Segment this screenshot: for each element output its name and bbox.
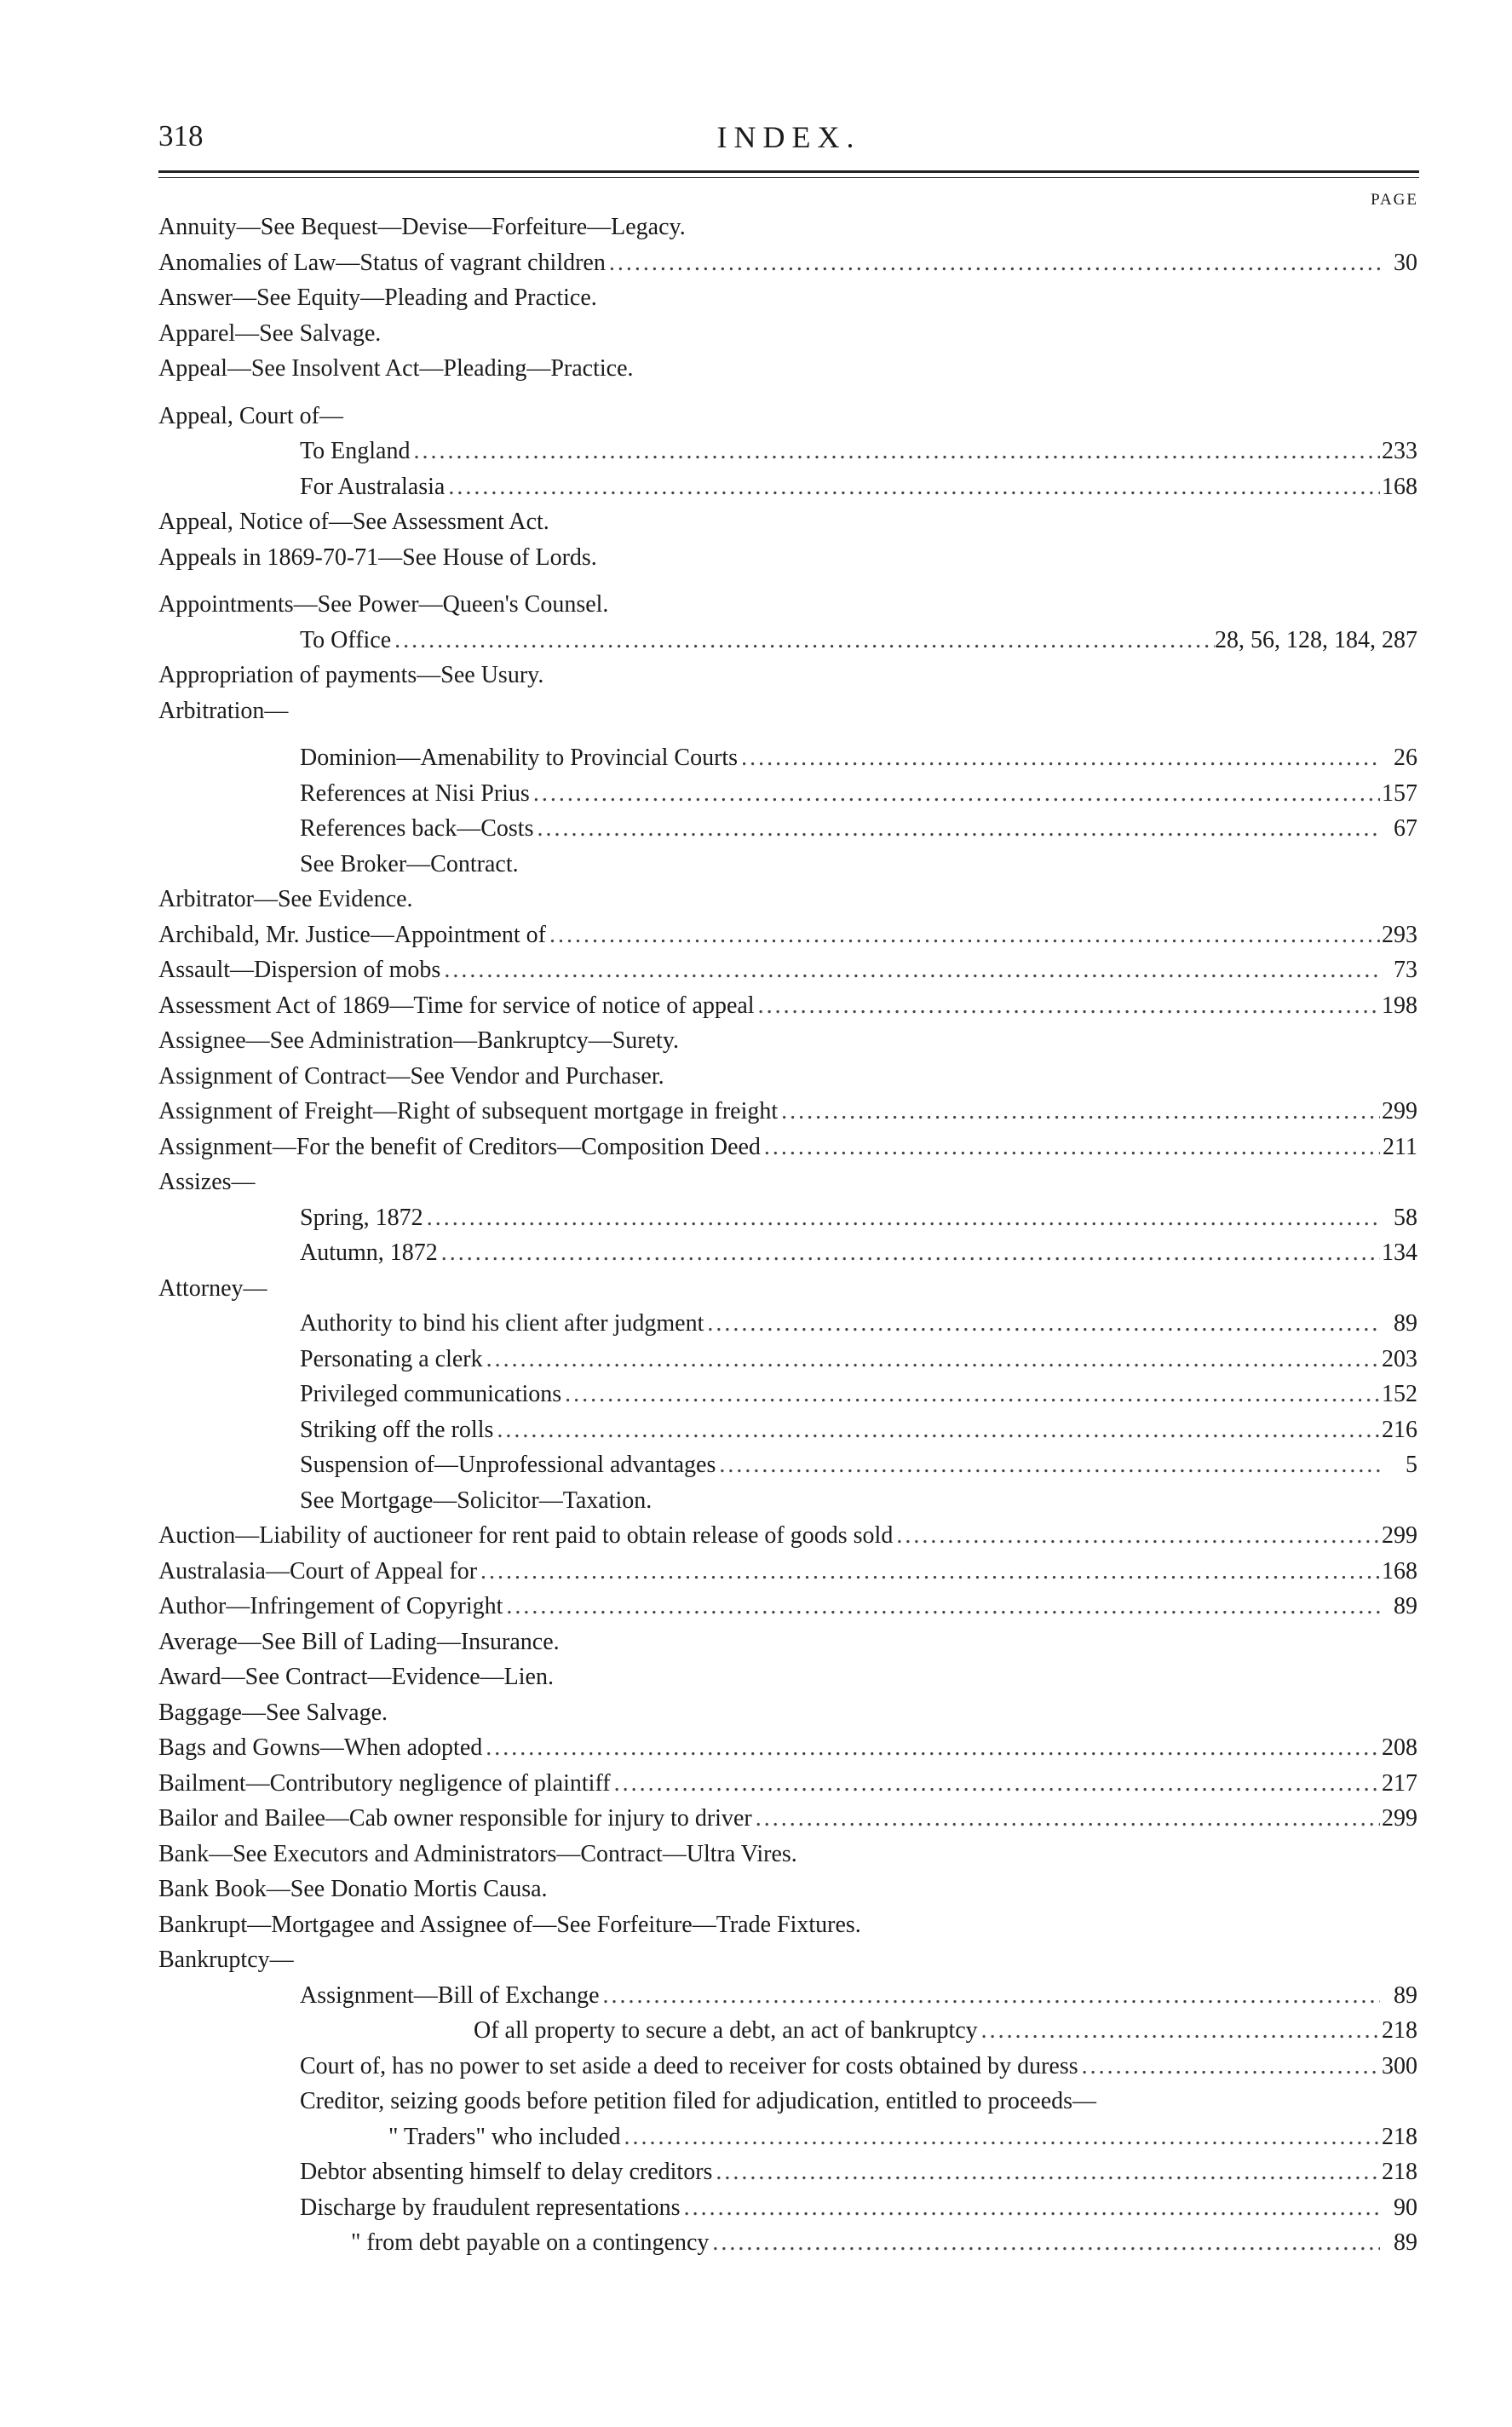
entry-text: " from debt payable on a contingency — [351, 2229, 710, 2256]
index-entry — [158, 1130, 1417, 1165]
dot-leader — [410, 434, 1380, 469]
entry-page: 208 — [1382, 1734, 1417, 1761]
entry-text: Australasia—Court of Appeal for — [158, 1557, 478, 1584]
entry-text: Of all property to secure a debt, an act of bankruptcy — [474, 2017, 978, 2044]
page-number: 318 — [158, 119, 204, 152]
dot-leader — [755, 988, 1380, 1024]
index-subentry — [158, 847, 1417, 883]
entry-text: Arbitrator—See Evidence. — [158, 886, 413, 912]
dot-leader — [978, 2013, 1380, 2049]
entry-page: 218 — [1382, 2017, 1417, 2044]
page-header — [158, 119, 1419, 162]
index-subentry — [158, 1342, 1417, 1377]
index-entry — [158, 1907, 1417, 1943]
index-entry — [158, 1730, 1417, 1766]
dot-leader — [611, 1766, 1380, 1802]
index-subentry — [158, 1235, 1417, 1271]
entry-text: Assault—Dispersion of mobs — [158, 957, 441, 983]
entry-text: Assignment of Contract—See Vendor and Purchaser. — [158, 1062, 664, 1090]
dot-leader — [533, 811, 1380, 847]
index-subentry — [158, 623, 1417, 659]
index-subentry — [158, 1978, 1417, 2014]
index-entry — [158, 351, 1417, 387]
index-entry — [158, 1837, 1417, 1872]
index-entry — [158, 693, 1417, 729]
entry-text: Assignee—See Administration—Bankruptcy—Surety. — [158, 1027, 679, 1054]
index-entry — [158, 1554, 1417, 1590]
dot-leader — [493, 1412, 1380, 1448]
index-subentry — [158, 2049, 1417, 2085]
index-subentry — [158, 2013, 1417, 2049]
index-entry — [158, 1625, 1417, 1660]
entry-text: Bankrupt—Mortgagee and Assignee of—See Forfeiture—Trade Fixtures. — [158, 1911, 861, 1938]
index-subentry — [158, 2119, 1417, 2155]
index-subentry — [158, 1447, 1417, 1483]
dot-leader — [893, 1518, 1380, 1554]
entry-page: 168 — [1382, 473, 1417, 500]
entry-text: Appropriation of payments—See Usury. — [158, 662, 544, 688]
index-subentry — [158, 740, 1417, 776]
entry-page: 89 — [1394, 1981, 1417, 2009]
entry-text: Appeal, Court of— — [158, 402, 343, 429]
entry-text: Bailor and Bailee—Cab owner responsible for injury to driver — [158, 1805, 752, 1832]
entry-text: Appeals in 1869-70-71—See House of Lords. — [158, 543, 597, 571]
entry-text: For Australasia — [300, 473, 446, 500]
entry-page: 5 — [1406, 1452, 1417, 1478]
index-entry — [158, 1165, 1417, 1200]
dot-leader — [438, 1235, 1380, 1271]
index-subentry — [158, 776, 1417, 812]
dot-leader — [482, 1730, 1380, 1766]
index-entry — [158, 1059, 1417, 1095]
page-column-label: PAGE — [1371, 191, 1418, 209]
entry-text: Average—See Bill of Lading—Insurance. — [158, 1628, 560, 1655]
entry-text: Bank Book—See Donatio Mortis Causa. — [158, 1876, 548, 1902]
entry-text: Assignment—For the benefit of Creditors—Composition Deed — [158, 1133, 761, 1160]
page-title: INDEX. — [716, 120, 861, 154]
entry-page: 233 — [1382, 438, 1417, 464]
index-entry — [158, 316, 1417, 352]
entry-text: Answer—See Equity—Pleading and Practice. — [158, 285, 597, 311]
entry-text: To England — [300, 438, 411, 464]
entry-text: Court of, has no power to set aside a deed to receiver for costs obtained by duress — [300, 2052, 1078, 2079]
dot-leader — [778, 1094, 1380, 1130]
entry-page: 211 — [1383, 1133, 1417, 1160]
entry-text: Striking off the rolls — [300, 1416, 494, 1443]
entry-page: 299 — [1382, 1098, 1417, 1124]
dot-leader — [503, 1589, 1380, 1625]
entry-text: Dominion—Amenability to Provincial Courts — [300, 745, 739, 771]
index-entry — [158, 504, 1417, 540]
index-entries — [158, 210, 1417, 2261]
entry-page: 67 — [1394, 815, 1417, 842]
index-subentry — [158, 2084, 1417, 2119]
entry-page: 89 — [1394, 1593, 1417, 1619]
entry-text: Baggage—See Salvage. — [158, 1699, 388, 1726]
entry-text: Annuity—See Bequest—Devise—Forfeiture—Legacy. — [158, 214, 686, 240]
index-subentry — [158, 1377, 1417, 1412]
index-entry — [158, 1589, 1417, 1625]
index-subentry — [158, 1483, 1417, 1519]
entry-page: 90 — [1394, 2194, 1417, 2221]
index-entry — [158, 1271, 1417, 1307]
entry-page: 216 — [1382, 1416, 1417, 1443]
index-entry — [158, 1766, 1417, 1802]
entry-page: 134 — [1382, 1239, 1417, 1266]
header-rule — [158, 170, 1419, 173]
entry-page: 218 — [1382, 2159, 1417, 2185]
entry-text: Personating a clerk — [300, 1345, 483, 1372]
dot-leader — [681, 2190, 1380, 2226]
entry-page: 89 — [1394, 2229, 1417, 2256]
dot-leader — [440, 952, 1380, 988]
dot-leader — [600, 1978, 1380, 2014]
dot-leader — [716, 1447, 1380, 1483]
entry-page: 58 — [1394, 1204, 1417, 1231]
index-entry — [158, 587, 1417, 623]
index-entry — [158, 917, 1417, 953]
index-entry — [158, 1695, 1417, 1731]
index-entry — [158, 245, 1417, 281]
entry-text: Bankruptcy— — [158, 1947, 294, 1973]
entry-page: 198 — [1382, 992, 1417, 1019]
entry-page: 30 — [1394, 249, 1417, 276]
entry-text: Award—See Contract—Evidence—Lien. — [158, 1664, 554, 1690]
index-subentry — [158, 811, 1417, 847]
index-entry — [158, 1094, 1417, 1130]
entry-text: Assizes— — [158, 1169, 256, 1195]
dot-leader — [606, 245, 1380, 281]
index-entry — [158, 210, 1417, 245]
index-entry — [158, 280, 1417, 316]
dot-leader — [530, 776, 1380, 812]
entry-text: See Mortgage—Solicitor—Taxation. — [300, 1487, 653, 1514]
dot-leader — [1078, 2049, 1380, 2085]
entry-text: Auction—Liability of auctioneer for rent paid to obtain release of goods sold — [158, 1522, 894, 1549]
entry-page: 73 — [1394, 957, 1417, 983]
entry-page: 299 — [1382, 1805, 1417, 1832]
index-entry — [158, 1872, 1417, 1907]
dot-leader — [546, 917, 1380, 953]
entry-text: Authority to bind his client after judgment — [300, 1310, 704, 1337]
entry-text: Debtor absenting himself to delay creditors — [300, 2159, 713, 2185]
entry-text: Privileged communications — [300, 1381, 562, 1407]
entry-text: Creditor, seizing goods before petition filed for adjudication, entitled to proceeds— — [300, 2088, 1097, 2114]
header-rule-thin — [158, 177, 1419, 178]
dot-leader — [704, 1306, 1380, 1342]
index-entry — [158, 399, 1417, 434]
entry-text: Apparel—See Salvage. — [158, 319, 382, 347]
entry-text: To Office — [300, 626, 392, 653]
entry-text: Assignment of Freight—Right of subsequent mortgage in freight — [158, 1098, 779, 1124]
entry-text: See Broker—Contract. — [300, 850, 519, 877]
entry-text: Bailment—Contributory negligence of plaintiff — [158, 1769, 611, 1797]
dot-leader — [561, 1377, 1380, 1412]
entry-text: Bags and Gowns—When adopted — [158, 1734, 483, 1761]
index-entry — [158, 1801, 1417, 1837]
index-subentry — [158, 469, 1417, 505]
entry-text: Appeal, Notice of—See Assessment Act. — [158, 509, 549, 535]
entry-page: 218 — [1382, 2123, 1417, 2150]
dot-leader — [621, 2119, 1380, 2155]
entry-text: Attorney— — [158, 1274, 267, 1302]
dot-leader — [391, 623, 1215, 659]
index-subentry — [158, 2190, 1417, 2226]
dot-leader — [483, 1342, 1380, 1377]
entry-page: 300 — [1382, 2052, 1417, 2079]
dot-leader — [445, 469, 1380, 505]
index-subentry — [158, 2154, 1417, 2190]
entry-page: 28, 56, 128, 184, 287 — [1215, 626, 1417, 653]
entry-page: 293 — [1382, 921, 1417, 948]
index-subentry — [158, 1412, 1417, 1448]
entry-page: 89 — [1394, 1310, 1417, 1337]
index-entry — [158, 1518, 1417, 1554]
index-subentry — [158, 1200, 1417, 1236]
entry-page: 26 — [1394, 745, 1417, 771]
dot-leader — [712, 2154, 1380, 2190]
entry-page: 217 — [1382, 1769, 1417, 1797]
entry-text: Spring, 1872 — [300, 1204, 423, 1231]
entry-text: Autumn, 1872 — [300, 1239, 438, 1266]
index-entry — [158, 882, 1417, 917]
entry-text: Author—Infringement of Copyright — [158, 1593, 503, 1619]
entry-page: 299 — [1382, 1522, 1417, 1549]
entry-page: 168 — [1382, 1557, 1417, 1584]
index-entry — [158, 1659, 1417, 1695]
entry-text: Appeal—See Insolvent Act—Pleading—Practice. — [158, 355, 634, 382]
dot-leader — [423, 1200, 1380, 1236]
entry-text: Suspension of—Unprofessional advantages — [300, 1452, 716, 1478]
index-subentry — [158, 434, 1417, 469]
entry-text: Discharge by fraudulent representations — [300, 2194, 681, 2221]
index-entry — [158, 988, 1417, 1024]
index-entry — [158, 1942, 1417, 1978]
entry-text: Archibald, Mr. Justice—Appointment of — [158, 921, 546, 948]
index-entry — [158, 1023, 1417, 1059]
index-entry — [158, 658, 1417, 693]
index-subentry — [158, 1306, 1417, 1342]
entry-text: Bank—See Executors and Administrators—Contract—Ultra Vires. — [158, 1840, 797, 1867]
dot-leader — [761, 1130, 1380, 1165]
entry-page: 203 — [1382, 1345, 1417, 1372]
entry-text: References back—Costs — [300, 815, 534, 842]
dot-leader — [477, 1554, 1380, 1590]
entry-text: Appointments—See Power—Queen's Counsel. — [158, 591, 609, 618]
index-subentry — [158, 2225, 1417, 2261]
index-entry — [158, 540, 1417, 576]
entry-text: Assessment Act of 1869—Time for service of notice of appeal — [158, 992, 755, 1019]
entry-text: References at Nisi Prius — [300, 779, 530, 807]
entry-text: Anomalies of Law—Status of vagrant children — [158, 249, 606, 276]
dot-leader — [709, 2225, 1380, 2261]
entry-text: Assignment—Bill of Exchange — [300, 1981, 600, 2009]
dot-leader — [752, 1801, 1380, 1837]
entry-page: 157 — [1382, 779, 1417, 807]
entry-text: " Traders" who included — [388, 2123, 621, 2150]
entry-text: Arbitration— — [158, 697, 289, 724]
entry-page: 152 — [1382, 1381, 1417, 1407]
dot-leader — [738, 740, 1380, 776]
index-entry — [158, 952, 1417, 988]
